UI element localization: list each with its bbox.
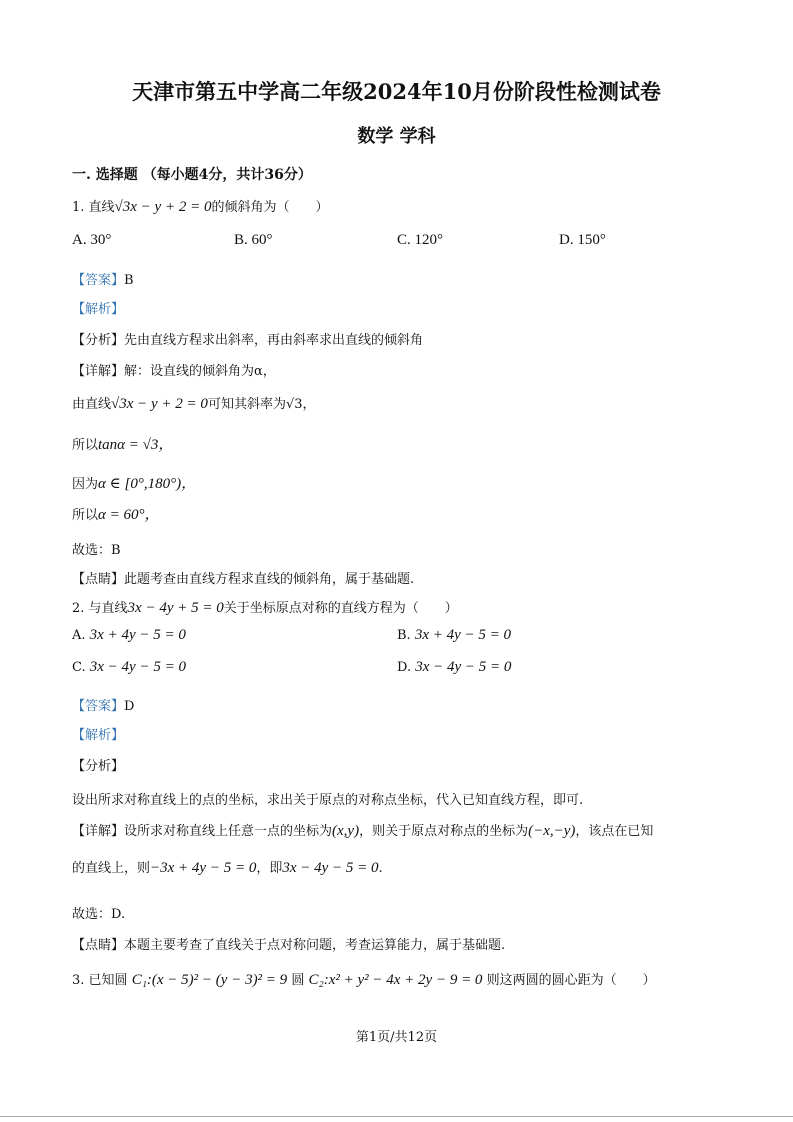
page-title: 天津市第五中学高二年级2024年10月份阶段性检测试卷 — [132, 79, 661, 104]
q3-suffix: 则这两圆的圆心距为（ ） — [486, 973, 656, 988]
q2-choose: 故选：D. — [72, 907, 126, 922]
q1-detail-4 — [72, 472, 196, 493]
q3-prefix: 3. 已知圆 — [72, 973, 128, 988]
q1-detail-2 — [72, 393, 316, 413]
q1-answer — [72, 269, 134, 288]
detail-math: (−x,−y) — [528, 823, 576, 839]
q2-option-a — [72, 627, 186, 644]
detail-text: 解：设直线的倾斜角为α， — [124, 364, 276, 379]
detail-math: α = 60°， — [98, 507, 160, 523]
q1-fenxi — [72, 329, 423, 348]
q2-fenxi-text: 设出所求对称直线上的点的坐标，求出关于原点的对称点坐标，代入已知直线方程，即可. — [72, 793, 584, 808]
q2-suffix: 关于坐标原点对称的直线方程为（ ） — [223, 601, 458, 616]
detail-text: . — [378, 861, 383, 876]
detail-text: 因为 — [72, 477, 99, 492]
fenxi-text: 先由直线方程求出斜率，再由斜率求出直线的倾斜角 — [124, 333, 424, 348]
detail-text: 所以 — [72, 438, 99, 453]
q1-option-c: C. 120° — [397, 232, 444, 248]
option-label: D. — [397, 660, 412, 675]
comment-tag: 【点睛】 — [72, 938, 125, 953]
bottom-divider — [0, 1116, 793, 1117]
q1-suffix: 的倾斜角为（ ） — [211, 200, 329, 215]
detail-math: (x,y) — [332, 823, 360, 839]
answer-tag: 【答案】 — [72, 699, 125, 714]
q1-detail-1 — [72, 360, 276, 379]
detail-tag: 【详解】 — [72, 824, 125, 839]
option-math: 3x − 4y − 5 = 0 — [89, 659, 186, 675]
q1-option-a: A. 30° — [72, 232, 112, 248]
q1-comment — [72, 568, 414, 587]
question-1 — [72, 196, 328, 216]
fenxi-tag: 【分析】 — [72, 333, 125, 348]
page-subtitle: 数学 学科 — [357, 126, 436, 147]
q3-mid: 圆 — [291, 973, 305, 988]
detail-tag: 【详解】 — [72, 364, 125, 379]
detail-math: α ∈ [0°,180°)， — [98, 476, 197, 492]
comment-tag: 【点睛】 — [72, 572, 125, 587]
comment-text: 此题考查由直线方程求直线的倾斜角，属于基础题. — [124, 572, 415, 587]
detail-math: tanα = √3， — [98, 437, 174, 453]
question-2 — [72, 597, 458, 617]
q1-detail-5 — [72, 503, 160, 524]
q2-answer — [72, 695, 134, 714]
q2-detail-1 — [72, 820, 653, 840]
answer-value: B — [124, 273, 134, 288]
q3-expression-2: C₂:x² + y² − 4x + 2y − 9 = 0 — [308, 972, 483, 988]
q2-option-c — [72, 659, 186, 676]
q1-prefix: 1. 直线 — [72, 200, 115, 215]
question-3 — [72, 969, 656, 989]
q2-expression: 3x − 4y + 5 = 0 — [127, 600, 224, 616]
detail-text: 设所求对称直线上任意一点的坐标为 — [124, 824, 333, 839]
section-heading: 一. 选择题 （每小题4分，共计36分） — [72, 167, 312, 183]
q1-option-b: B. 60° — [234, 232, 273, 248]
detail-text: 所以 — [72, 508, 99, 523]
detail-text: 的直线上，则 — [72, 861, 151, 876]
option-math: 3x + 4y − 5 = 0 — [414, 627, 512, 643]
detail-text: 由直线 — [72, 397, 112, 412]
option-label: C. — [72, 660, 86, 675]
q2-prefix: 2. 与直线 — [72, 601, 128, 616]
q2-option-d — [397, 659, 511, 676]
detail-text: ，即 — [256, 861, 283, 876]
option-math: 3x − 4y − 5 = 0 — [415, 659, 512, 675]
option-label: B. — [397, 628, 411, 643]
q2-analysis-tag: 【解析】 — [72, 728, 125, 743]
page-footer: 第1页/共12页 — [355, 1030, 438, 1045]
q2-fenxi-tag: 【分析】 — [72, 759, 125, 774]
option-math: 3x + 4y − 5 = 0 — [89, 627, 186, 643]
detail-math: √3x − y + 2 = 0 — [111, 396, 208, 412]
answer-value: D — [124, 699, 135, 714]
q2-detail-2 — [72, 857, 383, 877]
q2-option-b — [397, 627, 511, 644]
comment-text: 本题主要考查了直线关于点对称问题，考查运算能力，属于基础题. — [124, 938, 506, 953]
option-label: A. — [72, 628, 86, 643]
q1-choose: 故选：B — [72, 543, 121, 558]
detail-text: ，该点在已知 — [575, 824, 654, 839]
answer-tag: 【答案】 — [72, 273, 125, 288]
q1-analysis-tag: 【解析】 — [72, 302, 125, 317]
detail-math: 3x − 4y − 5 = 0 — [282, 860, 379, 876]
q3-expression-1: C₁:(x − 5)² − (y − 3)² = 9 — [131, 972, 288, 988]
q1-option-d: D. 150° — [559, 232, 606, 248]
q2-comment — [72, 934, 505, 953]
detail-text: 可知其斜率为√3， — [207, 397, 316, 412]
q1-detail-3 — [72, 433, 173, 454]
q1-expression: √3x − y + 2 = 0 — [114, 199, 212, 215]
detail-math: −3x + 4y − 5 = 0 — [150, 860, 257, 876]
detail-text: ，则关于原点对称点的坐标为 — [359, 824, 529, 839]
